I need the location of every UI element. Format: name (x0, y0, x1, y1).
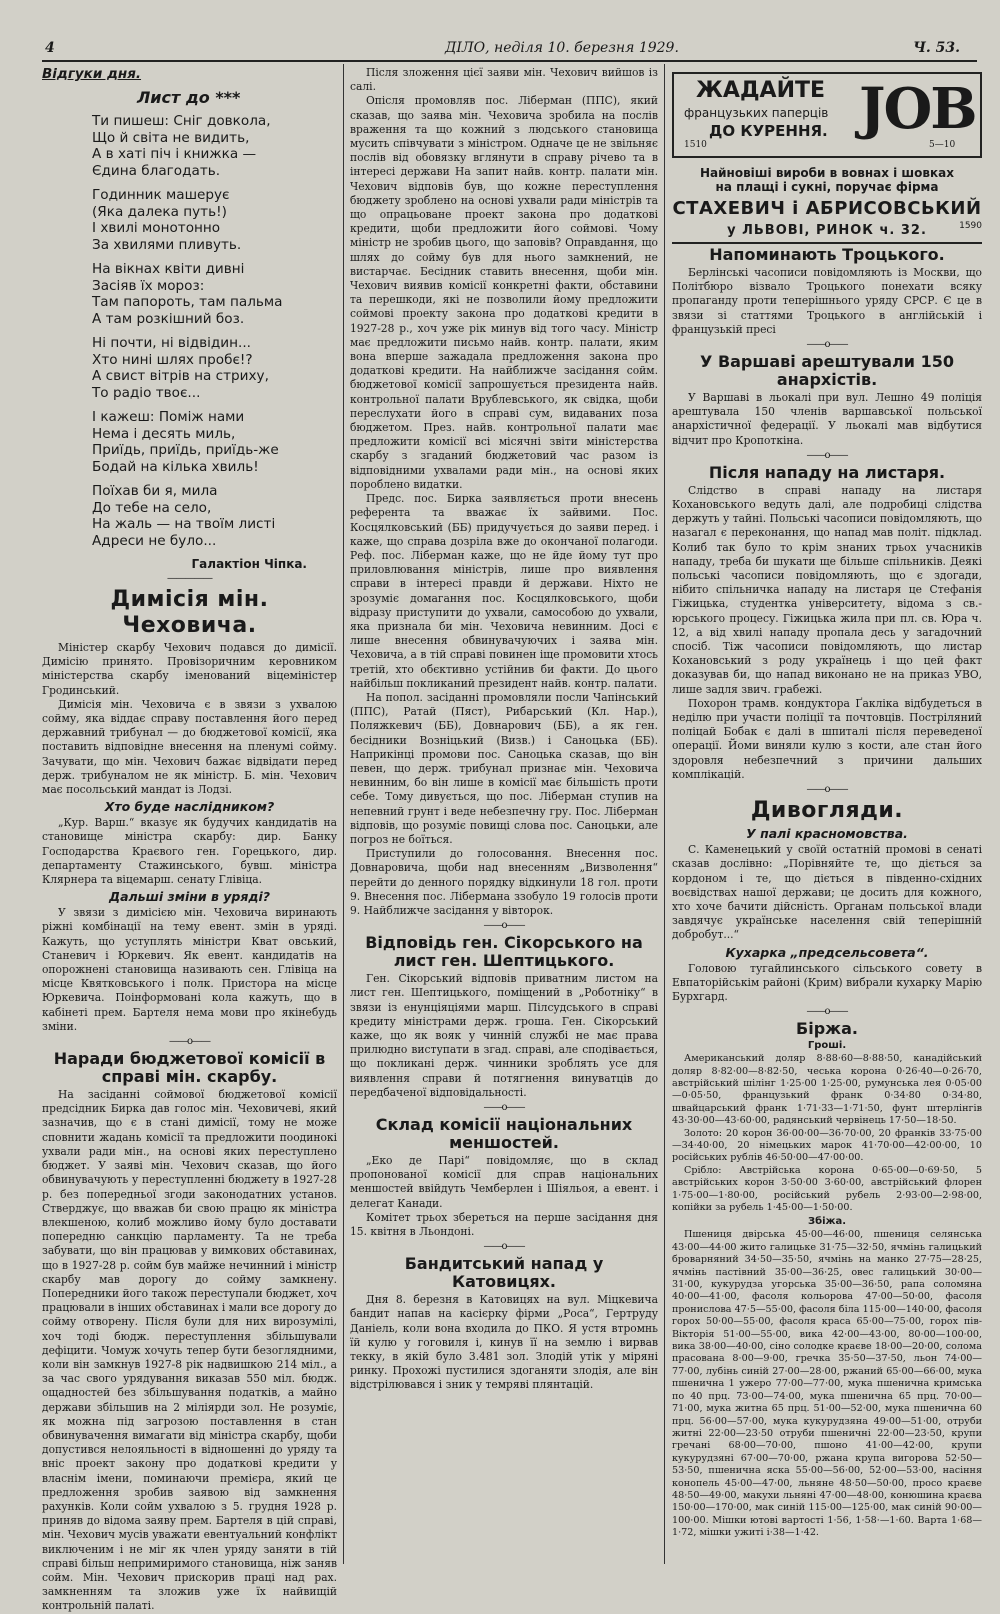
subheading-cook: Кухарка „предсельсовета“. (725, 944, 929, 960)
poem-line: А в хаті піч і книжка — (92, 146, 257, 162)
column-divider-2 (664, 64, 665, 1564)
tailor-line-1: Найновіші вироби в вовнах і шовках (700, 166, 954, 180)
article-paragraph: Опісля промовляв пос. Ліберман (ППС), який сказав, що заява мін. Чеховича зробила на послів враження та що кожний з людського становища мусить співчувати з міністром. Одначе це не звільняє послів від обовязку вглянути в справу річево та в інтересі держави На запит найв. контр. палати мін. Чехович відповів був, що кожне переступлення бюджету зроблено на основі ухвали ради міністрів та що опрацьоване проект закона про додаткові кредити, щоби предложити його соймові. Чому міністр не зробив цього, що заповів? Оправдання, що шлях до сойму був для нього замкнений, не вистарчає. Бесідник ставить внесення, щоби мін. Чехович виявив комісії конкретні факти, обставини та перешкоди, які не позволили йому предложити соймові проекту закона про додаткові кредити в 1927-28 р., хоч уже рік минув від того часу. Міністр має предложити письмо найв. контр. палати, яким вона вперше зажадала предложення закона про додаткові кредити. На найближче засідання сойм. бюджетової комісії запрошується президента найв. контрольної палати Врублевського, як свідка, щоби переслухати його в справі сум, видаваних поза бюджетом. През. найв. контрольної палати має предложити комісії всі місячні звіти міністерства скарбу з згаданий бюджетовий час разом із відповідними ухвалами ради мін., на основі яких пороблено видатки. (350, 94, 658, 491)
exchange-gold: Золото: 20 корон 36·00·00—36·70·00, 20 франків 33·75·00—34·40·00, 20 німецьких марок 41·70·00—42·00·00, 10 російських рублів 46·50·00—47·00·00. (672, 1127, 982, 1164)
poem-line: Що й світа не видить, (92, 129, 250, 146)
ad-code-right: 5—10 (929, 140, 956, 150)
tailor-address-row (672, 219, 982, 238)
curiosities-headline: Дивогляди. (750, 798, 904, 824)
separator: ————— (167, 573, 212, 584)
separator: ——o—— (168, 1036, 211, 1048)
poem-line: (Яка далека путь!) (92, 203, 227, 220)
poem (42, 113, 337, 549)
subheading-changes: Дальші зміни в уряді? (108, 889, 271, 905)
bandits-headline: Бандитський напад у Катовицях. (404, 1254, 604, 1292)
article-paragraph: Димісія мін. Чеховича є в звязи з ухвалою сойму, яка віддає справу поставлення його перед державний трибунал — до бюджетової комісії, яка поставить відповідне внесення на пленумі сойму. Зачувати, що мін. Чехович бажає відвідати перед держ. трибуналом не як міністр. Б. мін. Чехович має посольський мандат із Лодзі. (42, 697, 337, 797)
column-1 (42, 66, 337, 1613)
poem-line: За хвилями пливуть. (92, 236, 242, 253)
ad-code-left: 1510 (684, 140, 707, 150)
poem-line: Засіяв їх мороз: (92, 277, 205, 294)
sikorski-headline: Відповідь ген. Сікорського на лист ген. Шептицького. (365, 933, 643, 971)
poem-line: Поїхав би я, мила (92, 483, 218, 499)
poem-stanza (42, 483, 337, 549)
article-paragraph: Дня 8. березня в Катовицях на вул. Міцкевича бандит напав на касієрку фірми „Роса“, Гертруду Даніель, коли вона входила до ПКО. Я устя втромнь їй кулю у гоговиля і, кинув її на землю і вирвав текку, в якій було 3.481 зол. Злодій утік у міряні ринку. Прохожі пустилися здоганяти злодія, але він відстрілювався і зник у темряві плянтацій. (350, 1293, 658, 1392)
article-paragraph: Берлінські часописи повідомляють із Москви, що Політбюро візвало Троцького понехати всяку пропаганду проти теперішнього уряду СРСР. Є це в звязи зі статтями Троцького в англійській і французькій пресі (672, 266, 982, 336)
poem-stanza (42, 261, 337, 327)
column-3 (672, 66, 982, 1566)
anarchists-headline: У Варшаві арештували 150 анархістів. (700, 352, 954, 390)
article-paragraph: „Кур. Варш.“ вказує як будучих кандидатів на становище міністра скарбу: дир. Банку Господарства Краєвого ген. Горецького, дир. департаменту Стажинського, бувш. міністра Клярнера та віцемарш. сенату Глівіца. (42, 816, 337, 887)
ad-smoking: ДО КУРЕННЯ. (709, 122, 828, 140)
article-paragraph: Міністер скарбу Чехович подався до димісії. Димісію принято. Провізоричним керовником міністерства скарбу іменований віцеміністер Гродинський. (42, 641, 337, 697)
job-advertisement (672, 72, 982, 158)
poem-line: Єдина благодать. (92, 162, 221, 179)
separator: ——o—— (483, 920, 525, 932)
trotsky-headline: Напоминають Троцького. (709, 245, 945, 264)
subheading-eloquence: У палі красномовства. (746, 826, 908, 842)
poem-line: І кажеш: Поміж нами (92, 409, 245, 425)
poem-line: Адреси не було... (92, 532, 217, 549)
separator: ——o—— (806, 449, 848, 461)
poem-line: А там розкішний боз. (92, 310, 245, 327)
tailor-code: 1590 (959, 221, 982, 231)
separator: ——o—— (806, 1006, 848, 1018)
postman-headline: Після нападу на листаря. (708, 462, 946, 482)
article-paragraph: С. Каменецький у своїй остатній промові в сенаті сказав дослівно: „Порівняйте те, що діється за кордоном і те, що діється в південно-східних воєвідствах нашої держави; це досить для кожного, хто хоче бачити дійсність. Органам польської влади завдячує українське населення свій теперішній добробут...“ (672, 843, 982, 942)
poem-line: До тебе на село, (92, 499, 212, 516)
separator: ——o—— (806, 339, 848, 351)
poem-stanza (42, 409, 337, 475)
poem-line: Там папороть, там пальма (92, 294, 283, 310)
page-number: 4 (45, 40, 55, 56)
ad-demand: ЖАДАЙТЕ (696, 78, 826, 103)
budget-headline: Наради бюджетової комісії в справі мін. скарбу. (53, 1049, 326, 1087)
article-paragraph: „Еко де Парі“ повідомляє, що в склад пропонованої комісії для справ національних меншостей ввійдуть Чемберлен і Шіяльоя, а евент. і делегат Канади. (350, 1154, 658, 1210)
poem-stanza (42, 335, 337, 401)
poem-title: Лист до *** (137, 88, 241, 107)
exchange-grain: Пшениця двірська 45·00—46·00, пшениця селянська 43·00—44·00 жито галицьке 31·75—32·50, ячмінь галицький броварняний 34·50—35·50, ячмінь на манко 27·75—28·25, ячмінь пастівний 35·00—36·25, овес галицький 30·00—31·00, кукурудза угорська 35·00—36·50, рапа соломяна 40·00—41·00, фасоля кольорова 47·00—50·00, фасоля пронислова 47·5—55·00, фасоля біла 115·00—140·00, фасоля горох 50·00—55·00, фасоля краса 65·00—75·00, горох пів-Вікторія 51·00—55·00, вика 42·00—43·00, 80·00—100·00, вика 38·00—40·00, сіно солодке краєве 18·00—20·00, солома прасована 8·00—9·00, гречка 35·50—37·50, льон 74·00—77·00, лубінь синій 27·00—28·00, ржаний 65·00—66·00, мука пшенична 1 ужеро 77·00—77·00, мука пшенична кримська по 40 прц. 73·00—74·00, мука пшенична 65 прц. 70·00—71·00, мука житна 65 прц. 51·00—52·00, мука пшенична 60 прц. 56·00—57·00, мука кукурудзяна 49·00—51·00, отруби житні 22·00—23·50 отруби пшеничні 22·00—23·50, крупи гречані 68·00—70·00, пшоно 41·00—42·00, крупи кукурудзяні 67·00—70·00, ржана крупа вигорова 52·50—53·50, пшенична яска 55·00—56·00, 52·00—53·00, насіння конопель 45·00—47·00, льняне 48·50—50·00, просо краєве 48·50—49·00, макухи льняні 47·00—48·00, конюшина краєва 150·00—170·00, мак синій 115·00—125·00, мак синій 90·00—100·00. Мішки ютові вартості 1·56, 1·58·—1·60. Варта 1·68—1·72, мішки ужиті і·38—1·42. (672, 1229, 982, 1539)
separator: ——o—— (483, 1102, 525, 1114)
issue-number: Ч. 53. (913, 40, 960, 56)
poem-line: Бодай на кілька хвиль! (92, 458, 259, 475)
poem-line: Нема і десять миль, (92, 425, 236, 442)
tailor-firm: СТАХЕВИЧ і АБРИСОВСЬКИЙ (672, 198, 982, 219)
separator: ——o—— (806, 784, 848, 796)
poem-line: То радіо твоє... (92, 384, 201, 401)
tailor-advertisement (672, 166, 982, 244)
article-paragraph: Слідство в справі нападу на листаря Кохановського ведуть далі, але подробиці слідства держуть у тайні. Польські часописи повідомляють, що назагал є переконання, що напад мав політ. підклад. Колиб так було то крім знаних трьох учасників нападу, треба би шукати ще більше спільників. Деякі польські часописи повідомляють, що є здогади, нібито спільничка нападу на листаря це Стефанія Гіжицька, студентка університету, відома з св.-юрського процесу. Гіжицька жила при пл. св. Юра ч. 12, а від хвилі нападу пропала десь у загадочний спосіб. Тіж часописи повідомляють, що листар Кохановський з роду українець і що цей факт доказував би, що напад виконано не на приказ УВО, лише задля звич. грабежі. (672, 483, 982, 696)
poem-line: Годинник машерує (92, 187, 230, 203)
column-2 (350, 66, 658, 1566)
poem-line: На жаль — на твоїм листі (92, 516, 276, 532)
masthead-title: ДІЛО, неділя 10. березня 1929. (445, 40, 679, 56)
exchange-grain-label: Збіжа. (807, 1216, 846, 1228)
masthead-rule (42, 60, 977, 62)
article-paragraph: У звязи з димісією мін. Чеховича виринають ріжні комбінації на тему евент. змін в уряді. Кажуть, що уступлять міністри Кват овський, Станевич і Юркевич. Як евент. кандидатів на опорожнені становища називають сен. Глівіца на місце Квятковського і полк. Пристора на місце Юркевича. Поінформовані кола кажуть, що в кабінеті прем. Бартеля нема мови про якінебудь зміни. (42, 906, 337, 1033)
poem-stanza (42, 187, 337, 253)
poem-author: Галактіон Чіпка. (191, 557, 307, 571)
separator: ——o—— (483, 1241, 525, 1253)
poem-line: А свист вітрів на стриху, (92, 368, 269, 384)
masthead (45, 40, 980, 60)
article-paragraph: На попол. засіданні промовляли посли Чапінський (ППС), Ратай (Пяст), Рибарський (Кл. Нар.), Поляжкевич (ББ), Довнарович (ББ), а як ген. бесідники Возніцький (Визв.) і Саноцька (ББ). Наприкінці промови пос. Саноцька сказав, що він певен, що держ. трибунал признає мін. Чеховича невинним, бо він лише в комісії має більшість проти себе. Тому дивується, що пос. Ліберман ступив на непевний грунт і веде небезпечну гру. Пос. Ліберман відповів, що розуміє повищі слова пос. Саноцьки, але погроз не боїться. (350, 690, 658, 846)
tailor-line-2: на плащі і сукні, поручає фірма (715, 180, 939, 194)
poem-line: І хвилі монотонно (92, 220, 221, 236)
poem-line: Приїдь, приїдь, приїдь-же (92, 442, 279, 458)
tailor-address: у ЛЬВОВІ, РИНОК ч. 32. (727, 223, 927, 238)
exchange-headline: Біржа. (796, 1019, 858, 1039)
article-paragraph: Предс. пос. Бирка заявляється проти внесень референта та вважає їх зайвими. Пос. Косцялковський (ББ) придучується до заяви перед. і каже, що справа дозріла вже до окончаної полагоди. Реф. пос. Ліберман каже, що не йде йому тут про приловлювання міністрів, лише про виявлення справи в інтересі правди й держави. Ніхто не зрозуміє домагання пос. Косцялковського, щоби відразу приступити до ухвали, самособою до ухвали, яка признала би мін. Чеховича невинним. Досі є лише внесення обвинувачуючих і заява мін. Чеховича, а в тій справі повинен іще промовити хтось третій, хто обєктивно устійнив би факти. До цього найбільш покликаний президент найв. контр. палати. (350, 492, 658, 690)
ad-papers: французьких паперців (684, 106, 829, 120)
article-paragraph: Похорон трамв. кондуктора Ґакліка відбудеться в неділю при участи поліції та почтовців. Постріляний поліцай Бобак є далі в шпиталі після переведеної операції. Йоми виняли кулю з кости, але стан його здоровля небезпечний з причини дальших комплікацій. (672, 696, 982, 781)
article-paragraph: Головою тугайлинського сільського совету в Евпаторійськім районі (Крим) вибрали кухарку Марію Бурхгард. (672, 961, 982, 1003)
article-paragraph: Після зложення цієї заяви мін. Чехович вийшов із салі. (350, 66, 658, 94)
subheading-successor: Хто буде наслідником? (104, 799, 275, 815)
article-paragraph: У Варшаві в льокалі при вул. Лешно 49 поліція арештувала 150 членів варшавської польської анархістичної федерації. У льокалі мав відбутися відчит про Кропоткіна. (672, 391, 982, 447)
poem-line: Хто нині шлях пробє!? (92, 351, 253, 368)
poem-line: На вікнах квіти дивні (92, 261, 245, 277)
poem-line: Ні почти, ні відвідин... (92, 335, 251, 351)
column-divider-1 (343, 64, 344, 1564)
exchange-money: Американський доляр 8·88·60—8·88·50, канадійський доляр 8·82·00—8·82·50, чеська корона 0·26·40—0·26·70, австрійський шілінг 1·25·00 1·25·00, румунська лея 0·05·00—0·05·50, французький франк 0·34·80 0·34·80, швайцарський франк 1·71·33—1·71·50, фунт штерлінгів 43·30·00—43·60·00, радянський червінець 17·50—18·50. (672, 1053, 982, 1127)
poem-line: Ти пишеш: Сніг довкола, (92, 113, 271, 129)
exchange-money-label: Гроші. (807, 1040, 847, 1052)
article-paragraph: Ген. Сікорський відповів приватним листом на лист ген. Шептицького, поміщений в „Роботніку“ в звязи із енунціяціями марш. Пілсудського в справі кредиту міністрами держ. гроша. Ген. Сікорський каже, що як вояк у чинній службі не має права прилюдно виступати в згад. справі, але сподівається, що покликані держ. чинники зроблять усе для виявлення справи й потягнення винуватців до передбаченої відповідальності. (350, 972, 658, 1099)
commission-headline: Склад комісії національних меншостей. (375, 1115, 633, 1153)
exchange-silver: Срібло: Австрійська корона 0·65·00—0·69·50, 5 австрійських корон 3·50·00 3·60·00, австрійський флорен 1·75·00—1·80·00, російський рубель 2·93·00—2·98·00, копійки за рубель 1·45·00—1·50·00. (672, 1164, 982, 1213)
resignation-headline: Димісія мін. Чеховича. (110, 587, 269, 638)
article-paragraph: Комітет трьох збереться на перше засідання дня 15. квітня в Льондоні. (350, 1210, 658, 1239)
poem-stanza (42, 113, 337, 179)
article-paragraph: Приступили до голосовання. Внесення пос. Довнаровича, щоби над внесенням „Визволення“ перейти до денного порядку відкинули 18 гол. проти 9. Внесення пос. Лібермана ззобуло 19 голосів проти 9. Найближче засідання у вівторок. (350, 847, 658, 917)
ad-brand-job: JOB (859, 76, 976, 142)
section-tag: Відгуки дня. (42, 66, 142, 82)
article-paragraph: На засіданні соймової бюджетової комісії предсідник Бирка дав голос мін. Чеховичеві, який зазначив, що є в стані димісії, тому не може сповнити жадань комісії та предложити поодинокі ухвали ради мін., на основі яких переступлено бюджет. У заяві мін. Чехович сказав, що його обвинувачують у переступленні бюджету в 1927-28 р. без попередньої згоди законодатних установ. Стверджує, що вважав би свою працю як міністра влекшеною, колиб можливо йому було доставати попередню санкцію парламенту. Та не треба забувати, що він працював у вимкових обставинах, що в 1927-28 р. сойм був майже нечинний і міністр скарбу мав дорогу до сойму замкнену. Попередники його також переступали бюджет, хоч працювали в інших обставинах і мали все дорогу до сойму отворену. Після були для них вирозумілі, хоч тоді бюдж. переступлення збільшували дефіцити. Чомуж хочуть тепер бути безоглядними, коли він замкнув 1927-8 рік надвишкою 214 міл., а за час свого урядування виказав 550 міл. бюдж. ощадностей без збільшування податків, а майно держави збільшив на 2 міліярди зол. Не розуміє, як можна під загрозою поставлення в стан обвинувачення вимагати від міністра скарбу, щоби допустився нелояльності в відношенні до уряду та вніс проект закону про додаткові кредити у власнім імени, поминаючи премієра, який це предложення зробив заявою від замкнення рахунків. Коли сойм ухвалою з 5. грудня 1928 р. приняв до відома заяву прем. Бартеля в цій справі, мін. Чехович мусів уважати евентуальний конфлікт виключеним і не міг як член уряду заняти в тій справі більш непримиримого становища, ніж заняв сойм. Мін. Чехович прискорив праці над рах. замкненням та зложив уже їх найвищій контрольній палаті. (42, 1088, 337, 1613)
